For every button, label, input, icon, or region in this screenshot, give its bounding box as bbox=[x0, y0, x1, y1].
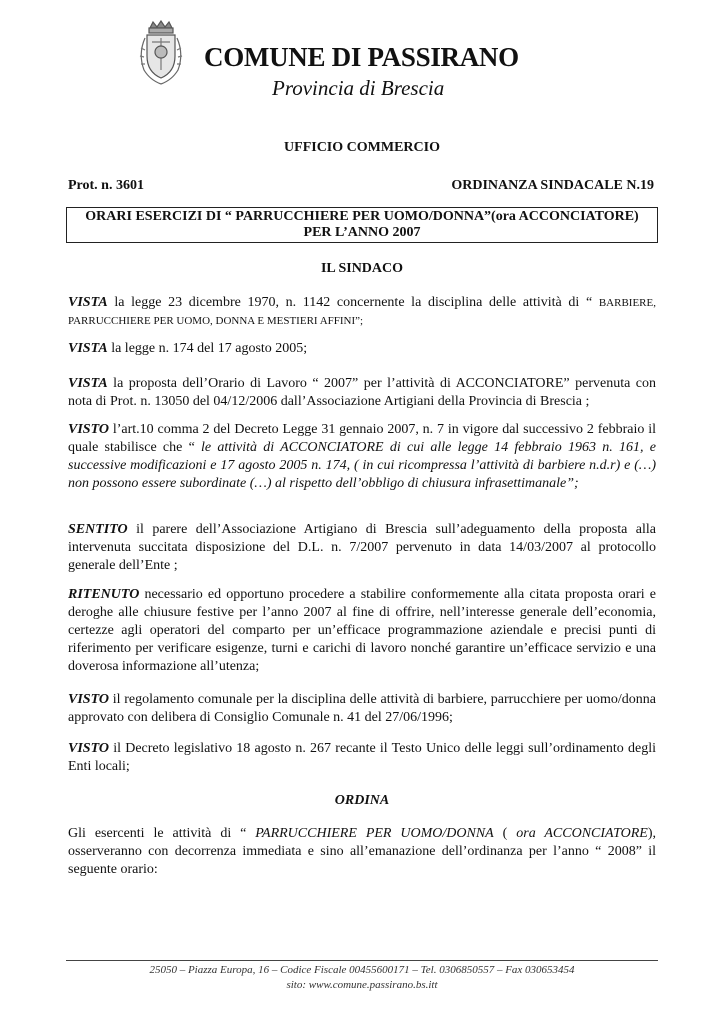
paragraph-text: l’art.10 comma 2 del Decreto Legge 31 gennaio 2007, n. 7 in vigore dal successivo 2 febbraio il quale stabilisce che “ bbox=[68, 422, 656, 455]
subject-line-1: ORARI ESERCIZI DI “ PARRUCCHIERE PER UOMO/DONNA”(ora ACCONCIATORE) bbox=[85, 209, 639, 224]
paragraph-visto-3 bbox=[68, 740, 656, 776]
office-heading: UFFICIO COMMERCIO bbox=[284, 140, 440, 155]
town-name: COMUNE DI PASSIRANO bbox=[204, 42, 519, 72]
keyword: VISTA bbox=[68, 341, 108, 356]
paragraph-text: la legge n. 174 del 17 agosto 2005; bbox=[107, 341, 308, 356]
keyword: RITENUTO bbox=[68, 587, 140, 602]
footer-address: 25050 – Piazza Europa, 16 – Codice Fiscale 00455600171 – Tel. 0306850557 – Fax 030653454 bbox=[149, 964, 575, 976]
paragraph-end: ”; bbox=[355, 315, 364, 327]
paragraph-vista-3 bbox=[68, 375, 656, 411]
final-text-b: PARRUCCHIERE PER UOMO/DONNA bbox=[255, 826, 494, 841]
final-text-d: ora ACCONCIATORE bbox=[516, 826, 648, 841]
keyword: VISTA bbox=[68, 376, 108, 391]
province-name: Provincia di Brescia bbox=[272, 76, 445, 100]
paragraph-ritenuto bbox=[68, 586, 656, 676]
paragraph-visto-1 bbox=[68, 421, 656, 493]
keyword: VISTO bbox=[68, 422, 109, 437]
paragraph-text: la proposta dell’Orario di Lavoro “ 2007” per l’attività di ACCONCIATORE” pervenuta con nota di Prot. n. 13050 del 04/12/2006 dall’Associazione Artigiani della Provincia di Brescia ; bbox=[68, 376, 656, 409]
final-text-e: ), osserveranno con decorrenza immediata e sino all’emanazione dell’ordinanza per l’anno “ 2008” il seguente orario: bbox=[68, 826, 656, 877]
keyword: VISTO bbox=[68, 692, 109, 707]
keyword: VISTO bbox=[68, 741, 109, 756]
coat-of-arms-icon bbox=[136, 20, 186, 90]
footer-divider bbox=[66, 960, 658, 961]
paragraph-vista-2 bbox=[68, 340, 656, 358]
paragraph-final bbox=[68, 825, 656, 879]
sindaco-heading: IL SINDACO bbox=[320, 261, 404, 276]
footer-website: sito: www.comune.passirano.bs.itt bbox=[286, 979, 438, 991]
paragraph-vista-1 bbox=[68, 294, 656, 330]
paragraph-text: il parere dell’Associazione Artigiano di Brescia sull’adeguamento della proposta alla intervenuta succitata disposizione del D.L. n. 7/2007 pervenuto in data 14/03/2007 al protocollo generale dell’Ente ; bbox=[68, 522, 656, 573]
paragraph-text: il Decreto legislativo 18 agosto n. 267 recante il Testo Unico delle leggi sull’ordinamento degli Enti locali; bbox=[68, 741, 656, 774]
paragraph-text: la legge 23 dicembre 1970, n. 1142 concernente la disciplina delle attività di “ bbox=[107, 295, 599, 310]
subject-line-2: PER L’ANNO 2007 bbox=[303, 225, 421, 240]
paragraph-quote: le attività di ACCONCIATORE di cui alle legge 14 febbraio 1963 n. 161, e successive modificazioni e 17 agosto 2005 n. 174, ( in cui ricompressa l’attività di barbiere n.d.r) e (…) non possono essere subordinate (…) al rispetto dell’obbligo di chiusura infrasettimanale”; bbox=[68, 440, 656, 491]
paragraph-text: necessario ed opportuno procedere a stabilire conformemente alla citata proposta orari e deroghe alle chiusure festive per l’anno 2007 al fine di offrire, nell’interesse generale dell’economia, certezze agli operatori del comparto per un’efficace programmazione aziendale e precisi punti di riferimento per verificare esigenze, turni e carichi di lavoro nonché garantire un’efficace servizio e una doverosa informazione all’utenza; bbox=[68, 587, 656, 674]
paragraph-small-caps: BARBIERE, PARRUCCHIERE PER UOMO, DONNA E MESTIERI AFFINI bbox=[68, 297, 656, 327]
protocol-number: Prot. n. 3601 bbox=[68, 178, 144, 193]
ordina-heading: ORDINA bbox=[334, 793, 390, 808]
final-text-c: ( bbox=[493, 826, 517, 841]
subject-box bbox=[66, 207, 658, 243]
paragraph-visto-2 bbox=[68, 691, 656, 727]
keyword: VISTA bbox=[68, 295, 108, 310]
keyword: SENTITO bbox=[68, 522, 128, 537]
paragraph-sentito bbox=[68, 521, 656, 575]
final-text-a: Gli esercenti le attività di “ bbox=[68, 826, 256, 841]
ordinance-number: ORDINANZA SINDACALE N.19 bbox=[451, 178, 654, 193]
paragraph-text: il regolamento comunale per la disciplina delle attività di barbiere, parrucchiere per uomo/donna approvato con delibera di Consiglio Comunale n. 41 del 27/06/1996; bbox=[68, 692, 656, 725]
